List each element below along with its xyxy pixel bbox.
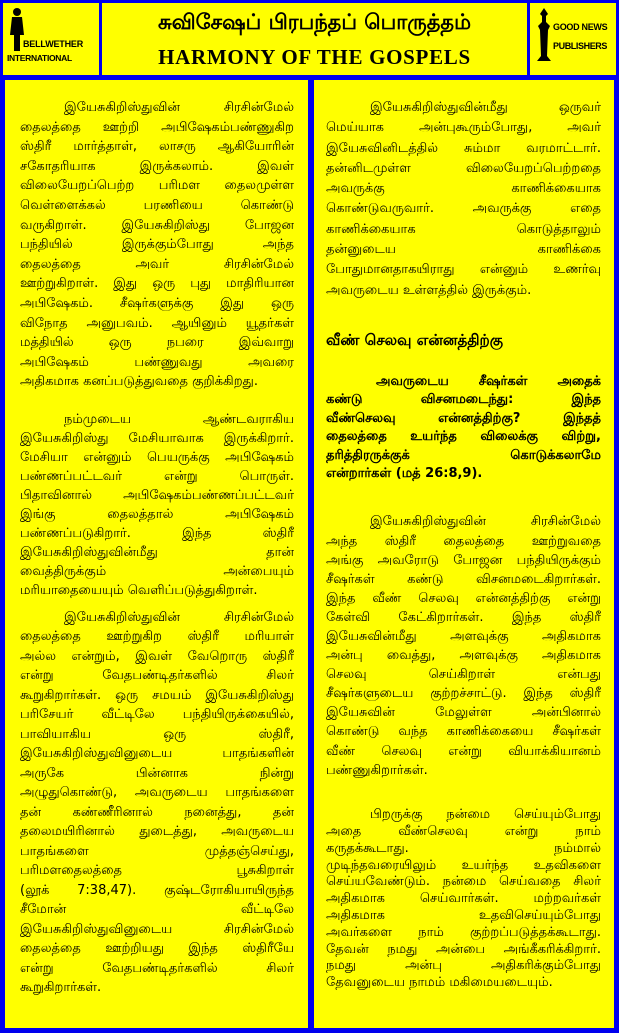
text-line: தைலத்தை அவர் சிரசின்மேல் — [20, 256, 294, 272]
text-line: பந்தியில் இருக்கும்போது அந்த — [20, 237, 294, 253]
paragraph — [326, 98, 601, 301]
text-line: மத்தியில் ஒரு நபரை இவ்வாறு — [20, 335, 294, 351]
text-line: அழுதுகொண்டு, அவருடைய பாதங்களை — [20, 785, 294, 801]
text-line: பண்ணுகிறார்கள். — [326, 762, 428, 778]
bellwether-logo — [0, 0, 102, 78]
text-line: என்று வேதபண்டிதர்களில் சிலர் — [20, 960, 294, 976]
text-line: செலவு செய்கிறாள் என்பது — [326, 667, 601, 683]
text-line: அங்கு அவரோடு போஜன பந்தியிருக்கும் — [326, 552, 601, 568]
content-frame — [0, 75, 619, 1033]
text-line: மேசியா என்னும் பெயருக்கு அபிஷேகம் — [20, 450, 294, 466]
text-line: போதுமானதாகயிராது என்னும் உணர்வு — [326, 262, 601, 278]
text-line: இயேசுவினிடத்தில் சும்மா வரமாட்டார். — [326, 140, 601, 156]
logo-text-line1: BELLWETHER — [23, 39, 83, 49]
text-line: கூறுகிறார்கள். ஒரு சமயம் இயேசுகிறிஸ்து — [20, 687, 294, 703]
text-line: மரியாதையையும் வெளிப்படுத்துகிறாள். — [20, 583, 258, 599]
text-line: இயேசுகிறிஸ்துவின் சிரசின்மேல் — [64, 100, 294, 115]
text-line: இயேசுகிறிஸ்துவின் சிரசின்மேல் — [64, 609, 294, 625]
text-line: அதிகமாக செய்வார்கள். மற்றவர்கள் — [326, 891, 601, 907]
text-line: அவருடைய உள்ளத்தில் இருக்கும். — [326, 282, 532, 298]
paragraph — [326, 512, 601, 779]
text-line: வெள்ளைக்கல் பரணியை கொண்டு — [20, 197, 294, 213]
good-news-emblem-icon — [535, 8, 553, 62]
text-line: தன்னுடைய காணிக்கை — [326, 242, 601, 258]
text-line: இந்த வீண் செலவு என்னத்திற்கு என்று — [326, 590, 601, 606]
text-line: வீண்செலவு என்னத்திற்கு? இந்தத் — [326, 410, 601, 426]
text-line: இயேசுகிறிஸ்துவின் சிரசின்மேல் — [370, 514, 601, 530]
text-line: மெய்யாக அன்புகூரும்போது, அவர் — [326, 120, 601, 136]
logo-text-line2: INTERNATIONAL — [7, 53, 72, 63]
text-line: சகோதரியாக இருக்கலாம். இவள் — [20, 158, 294, 174]
text-line: வைத்திருக்கும் அன்பையும் — [20, 564, 294, 580]
text-line: தரித்திரருக்குக் கொடுக்கலாமே — [326, 447, 601, 463]
title-english: HARMONY OF THE GOSPELS — [158, 45, 471, 69]
text-line: நமது அன்பு அதிகரிக்கும்போது — [326, 958, 601, 974]
text-line: வருகிறாள். இயேசுகிறிஸ்து போஜன — [20, 217, 294, 233]
text-line: பரிசேயர் வீட்டிலே பந்தியிருக்கையில், — [20, 707, 294, 723]
text-line: சீமோன் வீட்டிலே — [20, 902, 294, 918]
left-column — [5, 80, 308, 1028]
scripture-quote — [326, 373, 601, 483]
logo-text-line1: GOOD NEWS — [553, 22, 608, 32]
paragraph — [326, 807, 601, 992]
text-line: கொண்டு வந்த காணிக்கையை சீஷர்கள் — [326, 724, 601, 740]
text-line: பரிமளதைலத்தை பூசுகிறாள் — [20, 863, 294, 879]
text-line: வீண் செலவு என்று வியாக்கியானம் — [326, 743, 601, 759]
text-line: பாதங்களை முத்தஞ்செய்து, — [20, 843, 294, 859]
text-line: விலையேறப்பெற்ற பரிமள தைலமுள்ள — [20, 178, 294, 194]
text-line: பாவியாகிய ஒரு ஸ்திரீ, — [20, 726, 294, 742]
title-panel — [99, 0, 530, 78]
text-line: செய்யவேண்டும். நன்மை செய்வதை சிலர் — [326, 874, 601, 890]
text-line: என்று வேதபண்டிதர்களில் சிலர் — [20, 668, 294, 684]
text-line: கேள்வி கேட்கிறார்கள். இந்த ஸ்திரீ — [326, 609, 601, 625]
text-line: இயேசுகிறிஸ்துவின்மீது ஒருவர் — [370, 100, 601, 115]
text-line: விநோத அனுபவம். ஆயினும் யூதர்கள் — [20, 315, 294, 331]
text-line: தைலத்தை ஊற்றியது இந்த ஸ்திரீயே — [20, 941, 294, 957]
text-line: அபிஷேகம் பண்ணுவது அவரை — [20, 354, 294, 370]
text-line: சீஷர்களுடைய குற்றச்சாட்டு. இந்த ஸ்திரீ — [326, 686, 601, 702]
text-line: இயேசுகிறிஸ்துவினுடைய சிரசின்மேல் — [20, 921, 294, 937]
page-header — [0, 0, 619, 78]
text-line: பிறருக்கு நன்மை செய்யும்போது — [370, 807, 601, 823]
text-line: இங்கு தைலத்தால் அபிஷேகம் — [20, 507, 294, 523]
text-line: பண்ணப்படுகிறார். இந்த ஸ்திரீ — [20, 526, 294, 542]
text-line: நம்முடைய ஆண்டவராகிய — [64, 412, 294, 428]
text-line: தன் கண்ணீரினால் நனைத்து, தன் — [20, 804, 294, 820]
text-line: அவருடைய சீஷர்கள் அதைக் — [376, 373, 601, 389]
text-line: அன்பு வைத்து, அளவுக்கு அதிகமாக — [326, 648, 601, 664]
text-line: தேவன் நமது அன்பை அங்கீகரிக்கிறார். — [326, 941, 601, 957]
text-line: இயேசுகிறிஸ்துவினுடைய பாதங்களின் — [20, 746, 294, 762]
text-line: கண்டு விசனமடைந்து: இந்த — [326, 392, 601, 408]
title-tamil: சுவிசேஷப் பிரபந்தப் பொருத்தம் — [158, 10, 471, 34]
paragraph — [20, 608, 294, 998]
text-line: அல்ல என்றும், இவள் வேறொரு ஸ்திரீ — [20, 648, 294, 664]
text-line: பண்ணப்பட்டவர் என்று பொருள். — [20, 469, 294, 485]
text-line: தைலத்தை ஊற்றுகிற ஸ்திரீ மரியாள் — [20, 629, 294, 645]
paragraph — [20, 98, 294, 392]
text-line: முடிந்தவரையிலும் உயர்ந்த உதவிகளை — [326, 857, 601, 873]
text-line: அதை வீண்செலவு என்று நாம் — [326, 824, 601, 840]
text-line: கருதக்கூடாது. நம்மால் — [326, 840, 601, 856]
text-line: சீஷர்கள் கண்டு விசனமடைகிறார்கள். — [326, 571, 601, 587]
text-line: ஊற்றுகிறாள். இது ஒரு புது மாதிரியான — [20, 276, 294, 292]
text-line: பிதாவினால் அபிஷேகம்பண்ணப்பட்டவர் — [20, 488, 294, 504]
text-line: தைலத்தை உயர்ந்த விலைக்கு விற்று, — [326, 429, 601, 445]
text-line: தன்னிடமுள்ள விலையேறப்பெற்றதை — [326, 160, 601, 176]
text-line: தேவனுடைய நாமம் மகிமையடையும். — [326, 975, 553, 991]
text-line: (லூக் 7:38,47). குஷ்டரோகியாயிருந்த — [20, 882, 294, 898]
text-line: இயேசுவின் மேலுள்ள அன்பினால் — [326, 705, 601, 721]
paragraph — [20, 410, 294, 600]
text-line: காணிக்கையாக கொடுத்தாலும் — [326, 221, 601, 237]
text-line: தலைமயிரினால் துடைத்து, அவருடைய — [20, 824, 294, 840]
text-line: அருகே பின்னாக நின்று — [20, 765, 294, 781]
text-line: அபிஷேகம். சீஷர்களுக்கு இது ஒரு — [20, 295, 294, 311]
text-line: அந்த ஸ்திரீ தைலத்தை ஊற்றுவதை — [326, 533, 601, 549]
logo-text-line2: PUBLISHERS — [553, 41, 608, 51]
text-line: இயேசுகிறிஸ்துவின்மீது தான் — [20, 545, 294, 561]
text-line: என்றார்கள் (மத் 26:8,9). — [326, 466, 483, 481]
text-line: தைலத்தை ஊற்றி அபிஷேகம்பண்ணுகிற — [20, 119, 294, 135]
text-line: ஸ்திரீ மார்த்தாள், லாசரு ஆகியோரின் — [20, 139, 294, 155]
text-line: கொண்டுவருவார். அவருக்கு எதை — [326, 201, 601, 217]
text-line: இயேசுவின்மீது அளவுக்கு அதிகமாக — [326, 628, 601, 644]
text-line: இயேசுகிறிஸ்து மேசியாவாக இருக்கிறார். — [20, 431, 294, 447]
text-line: அவருக்கு காணிக்கையாக — [326, 181, 601, 197]
section-heading: வீண் செலவு என்னத்திற்கு — [326, 330, 503, 349]
right-column — [314, 80, 614, 1028]
text-line: அதிகமாக உதவிசெய்யும்போது — [326, 908, 601, 923]
text-line: அவர்களை நாம் குற்றப்படுத்தக்கூடாது. — [326, 924, 601, 940]
good-news-logo — [527, 0, 619, 78]
text-line: அதிகமாக கனப்படுத்துவதை குறிக்கிறது. — [20, 374, 258, 390]
text-line: கூறுகிறார்கள். — [20, 980, 102, 996]
